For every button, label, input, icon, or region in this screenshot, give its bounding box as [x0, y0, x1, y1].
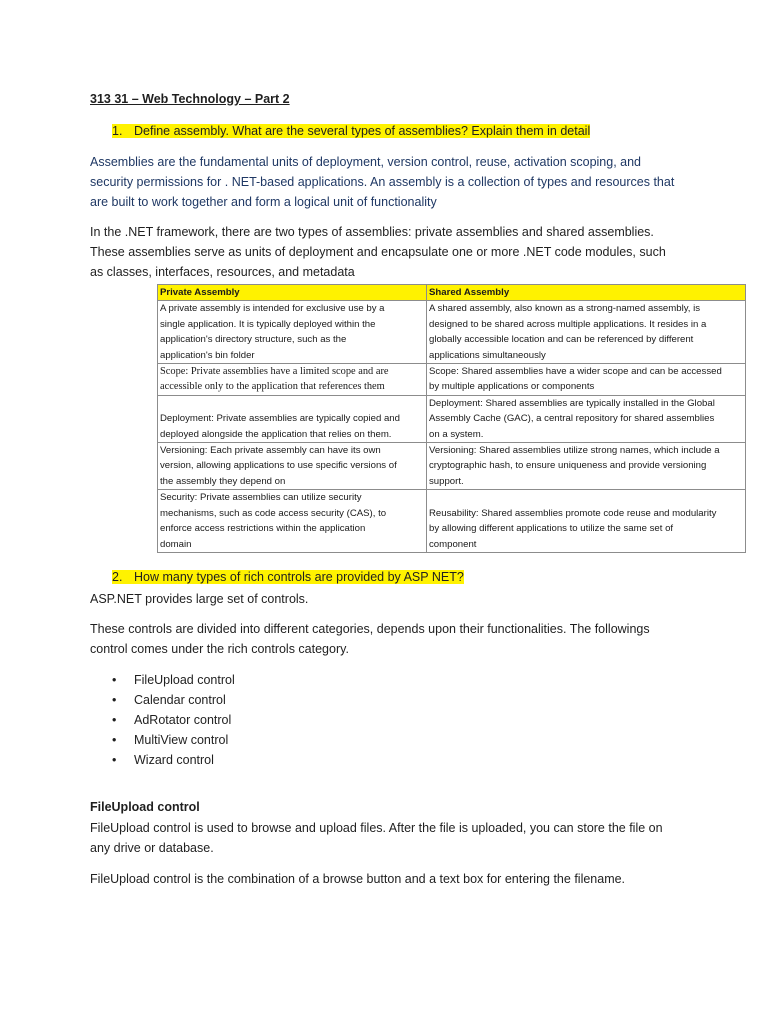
list-item — [112, 750, 235, 770]
table-cell-private — [158, 364, 427, 396]
cell-line: mechanisms, such as code access security (CAS), to — [160, 507, 387, 519]
bullet-icon: • — [112, 673, 117, 687]
table-row — [158, 443, 746, 490]
table-row — [158, 490, 746, 553]
cell-line: accessible only to the application that references them — [160, 381, 385, 393]
cell-line: version, allowing applications to use specific versions of — [160, 460, 397, 472]
cell-line: A private assembly is intended for exclusive use by a — [160, 303, 385, 315]
cell-line: Versioning: Shared assemblies utilize strong names, which include a — [429, 445, 720, 457]
table-cell-shared — [427, 301, 746, 364]
table-cell-private — [158, 301, 427, 364]
cell-line: Assembly Cache (GAC), a central repository for shared assemblies — [429, 413, 715, 425]
cell-line: the assembly they depend on — [160, 475, 286, 487]
cell-line: component — [429, 538, 477, 550]
bullet-icon: • — [112, 733, 117, 747]
paragraph-line: In the .NET framework, there are two types of assemblies: private assemblies and shared assemblies. — [90, 225, 654, 239]
question-2 — [112, 570, 464, 584]
bullet-icon: • — [112, 713, 117, 727]
bullet-icon: • — [112, 693, 117, 707]
list-item-label: MultiView control — [134, 733, 229, 747]
table-cell-shared — [427, 443, 746, 490]
cell-line: domain — [160, 538, 192, 550]
list-item — [112, 670, 235, 690]
cell-line: application's bin folder — [160, 349, 255, 361]
cell-line: support. — [429, 475, 464, 487]
paragraph-line: These assemblies serve as units of deployment and encapsulate one or more .NET code modules, such — [90, 245, 666, 259]
paragraph-line: FileUpload control is used to browse and upload files. After the file is uploaded, you can store the file on — [90, 821, 663, 835]
header-private-assembly: Private Assembly — [158, 285, 427, 301]
fileupload-description-paragraph — [90, 818, 700, 858]
rich-controls-list — [112, 670, 235, 770]
cell-line: globally accessible location and can be referenced by different — [429, 334, 694, 346]
paragraph-line: are built to work together and form a logical unit of functionality — [90, 195, 437, 209]
paragraph-line: any drive or database. — [90, 841, 214, 855]
question-2-number: 2. — [112, 570, 123, 584]
bullet-icon: • — [112, 753, 117, 767]
cell-line: applications simultaneously — [429, 349, 546, 361]
fileupload-combination-paragraph: FileUpload control is the combination of a browse button and a text box for entering the filename. — [90, 872, 626, 886]
cell-line: enforce access restrictions within the application — [160, 523, 366, 535]
question-2-text: How many types of rich controls are provided by ASP NET? — [134, 570, 464, 584]
question-1-number: 1. — [112, 124, 123, 138]
cell-line: cryptographic hash, to ensure uniqueness and provide versioning — [429, 460, 707, 472]
list-item — [112, 710, 235, 730]
controls-categories-paragraph — [90, 619, 700, 659]
section-heading: FileUpload control — [90, 800, 200, 814]
table-cell-shared — [427, 490, 746, 553]
header-shared-assembly: Shared Assembly — [427, 285, 746, 301]
list-item — [112, 690, 235, 710]
document-title: 313 31 – Web Technology – Part 2 — [90, 92, 290, 106]
list-item — [112, 730, 235, 750]
table-cell-shared — [427, 395, 746, 442]
cell-line: single application. It is typically deployed within the — [160, 318, 376, 330]
cell-line: Deployment: Shared assemblies are typically installed in the Global — [429, 397, 715, 409]
cell-line: Scope: Shared assemblies have a wider scope and can be accessed — [429, 366, 722, 378]
paragraph-line: security permissions for . NET-based applications. An assembly is a collection of types and resources that — [90, 175, 675, 189]
table-row — [158, 364, 746, 396]
cell-line: by multiple applications or components — [429, 381, 595, 393]
assembly-types-paragraph — [90, 222, 700, 282]
cell-line: Deployment: Private assemblies are typically copied and — [160, 413, 400, 425]
paragraph-line: Assemblies are the fundamental units of deployment, version control, reuse, activation scoping, and — [90, 155, 642, 169]
table-row — [158, 395, 746, 442]
assembly-definition-paragraph — [90, 152, 700, 212]
table-cell-shared — [427, 364, 746, 396]
cell-line: Reusability: Shared assemblies promote code reuse and modularity — [429, 507, 717, 519]
list-item-label: FileUpload control — [134, 673, 235, 687]
paragraph-line: as classes, interfaces, resources, and metadata — [90, 265, 355, 279]
aspnet-controls-paragraph: ASP.NET provides large set of controls. — [90, 592, 309, 606]
list-item-label: Calendar control — [134, 693, 226, 707]
cell-line: A shared assembly, also known as a strong-named assembly, is — [429, 303, 701, 315]
cell-line: deployed alongside the application that relies on them. — [160, 428, 392, 440]
list-item-label: AdRotator control — [134, 713, 232, 727]
paragraph-line: control comes under the rich controls category. — [90, 642, 349, 656]
cell-line: application's directory structure, such as the — [160, 334, 347, 346]
table-cell-private — [158, 490, 427, 553]
list-item-label: Wizard control — [134, 753, 214, 767]
cell-line: designed to be shared across multiple applications. It resides in a — [429, 318, 707, 330]
table-header-row — [158, 285, 746, 301]
cell-line: on a system. — [429, 428, 484, 440]
table-row — [158, 301, 746, 364]
question-1 — [112, 124, 590, 138]
cell-line: by allowing different applications to utilize the same set of — [429, 523, 674, 535]
cell-line: Versioning: Each private assembly can have its own — [160, 445, 381, 457]
table-cell-private — [158, 395, 427, 442]
assembly-comparison-table — [157, 284, 746, 553]
cell-line: Scope: Private assemblies have a limited scope and are — [160, 366, 389, 378]
table-cell-private — [158, 443, 427, 490]
question-1-text: Define assembly. What are the several types of assemblies? Explain them in detail — [134, 124, 591, 138]
cell-line: Security: Private assemblies can utilize security — [160, 492, 362, 504]
paragraph-line: These controls are divided into different categories, depends upon their functionalities. The followings — [90, 622, 650, 636]
